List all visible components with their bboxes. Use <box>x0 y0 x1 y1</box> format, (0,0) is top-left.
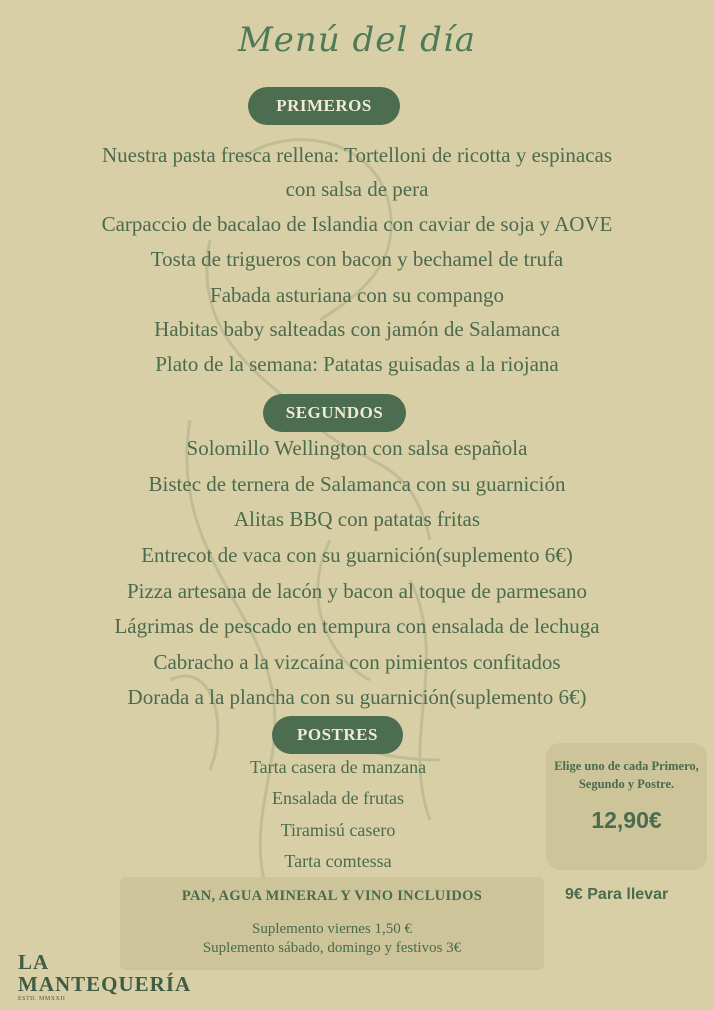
section-postres-badge: POSTRES <box>272 716 403 754</box>
segundo-item: Pizza artesana de lacón y bacon al toque de parmesano <box>126 579 588 603</box>
postre-item: Tarta casera de manzana <box>249 757 427 777</box>
takeaway-price: 9€ Para llevar <box>565 886 669 903</box>
primero-item: Habitas baby salteadas con jamón de Salamanca <box>154 317 560 341</box>
segundo-item: Bistec de ternera de Salamanca con su guarnición <box>148 472 566 496</box>
section-segundos-badge: SEGUNDOS <box>263 394 406 432</box>
primero-item: Plato de la semana: Patatas guisadas a la riojana <box>155 352 559 376</box>
price-box <box>546 743 707 870</box>
primero-item: con salsa de pera <box>285 177 429 201</box>
supplement-weekend: Suplemento sábado, domingo y festivos 3€ <box>202 940 462 956</box>
segundo-item: Alitas BBQ con patatas fritas <box>233 507 481 531</box>
segundo-item: Entrecot de vaca con su guarnición(suplemento 6€) <box>141 543 573 567</box>
logo-established: ESTD. MMXXII <box>18 996 66 1002</box>
postre-item: Ensalada de frutas <box>272 788 404 808</box>
supplement-friday: Suplemento viernes 1,50 € <box>252 921 412 937</box>
postre-item: Tarta comtessa <box>284 851 392 871</box>
section-primeros-badge: PRIMEROS <box>248 87 400 125</box>
price-amount: 12,90€ <box>591 807 662 833</box>
included-title: PAN, AGUA MINERAL Y VINO INCLUIDOS <box>181 888 483 904</box>
restaurant-logo <box>18 952 191 1003</box>
primero-item: Fabada asturiana con su compango <box>210 283 504 307</box>
segundo-item: Lágrimas de pescado en tempura con ensalada de lechuga <box>114 614 600 638</box>
primero-item: Tosta de trigueros con bacon y bechamel de trufa <box>150 247 564 271</box>
menu-title: Menú del día <box>237 20 476 60</box>
price-note: Elige uno de cada Primero, Segundo y Postre. <box>554 759 699 791</box>
primero-item: Nuestra pasta fresca rellena: Tortelloni de ricotta y espinacas <box>101 143 613 167</box>
segundo-item: Cabracho a la vizcaína con pimientos confitados <box>153 650 561 674</box>
logo-line-2: MANTEQUERÍA <box>18 972 192 996</box>
primero-item: Carpaccio de bacalao de Islandia con caviar de soja y AOVE <box>101 212 613 236</box>
postre-item: Tiramisú casero <box>280 820 396 840</box>
logo-line-1: LA <box>18 950 50 974</box>
segundo-item: Dorada a la plancha con su guarnición(suplemento 6€) <box>127 685 587 709</box>
segundo-item: Solomillo Wellington con salsa española <box>186 436 528 460</box>
